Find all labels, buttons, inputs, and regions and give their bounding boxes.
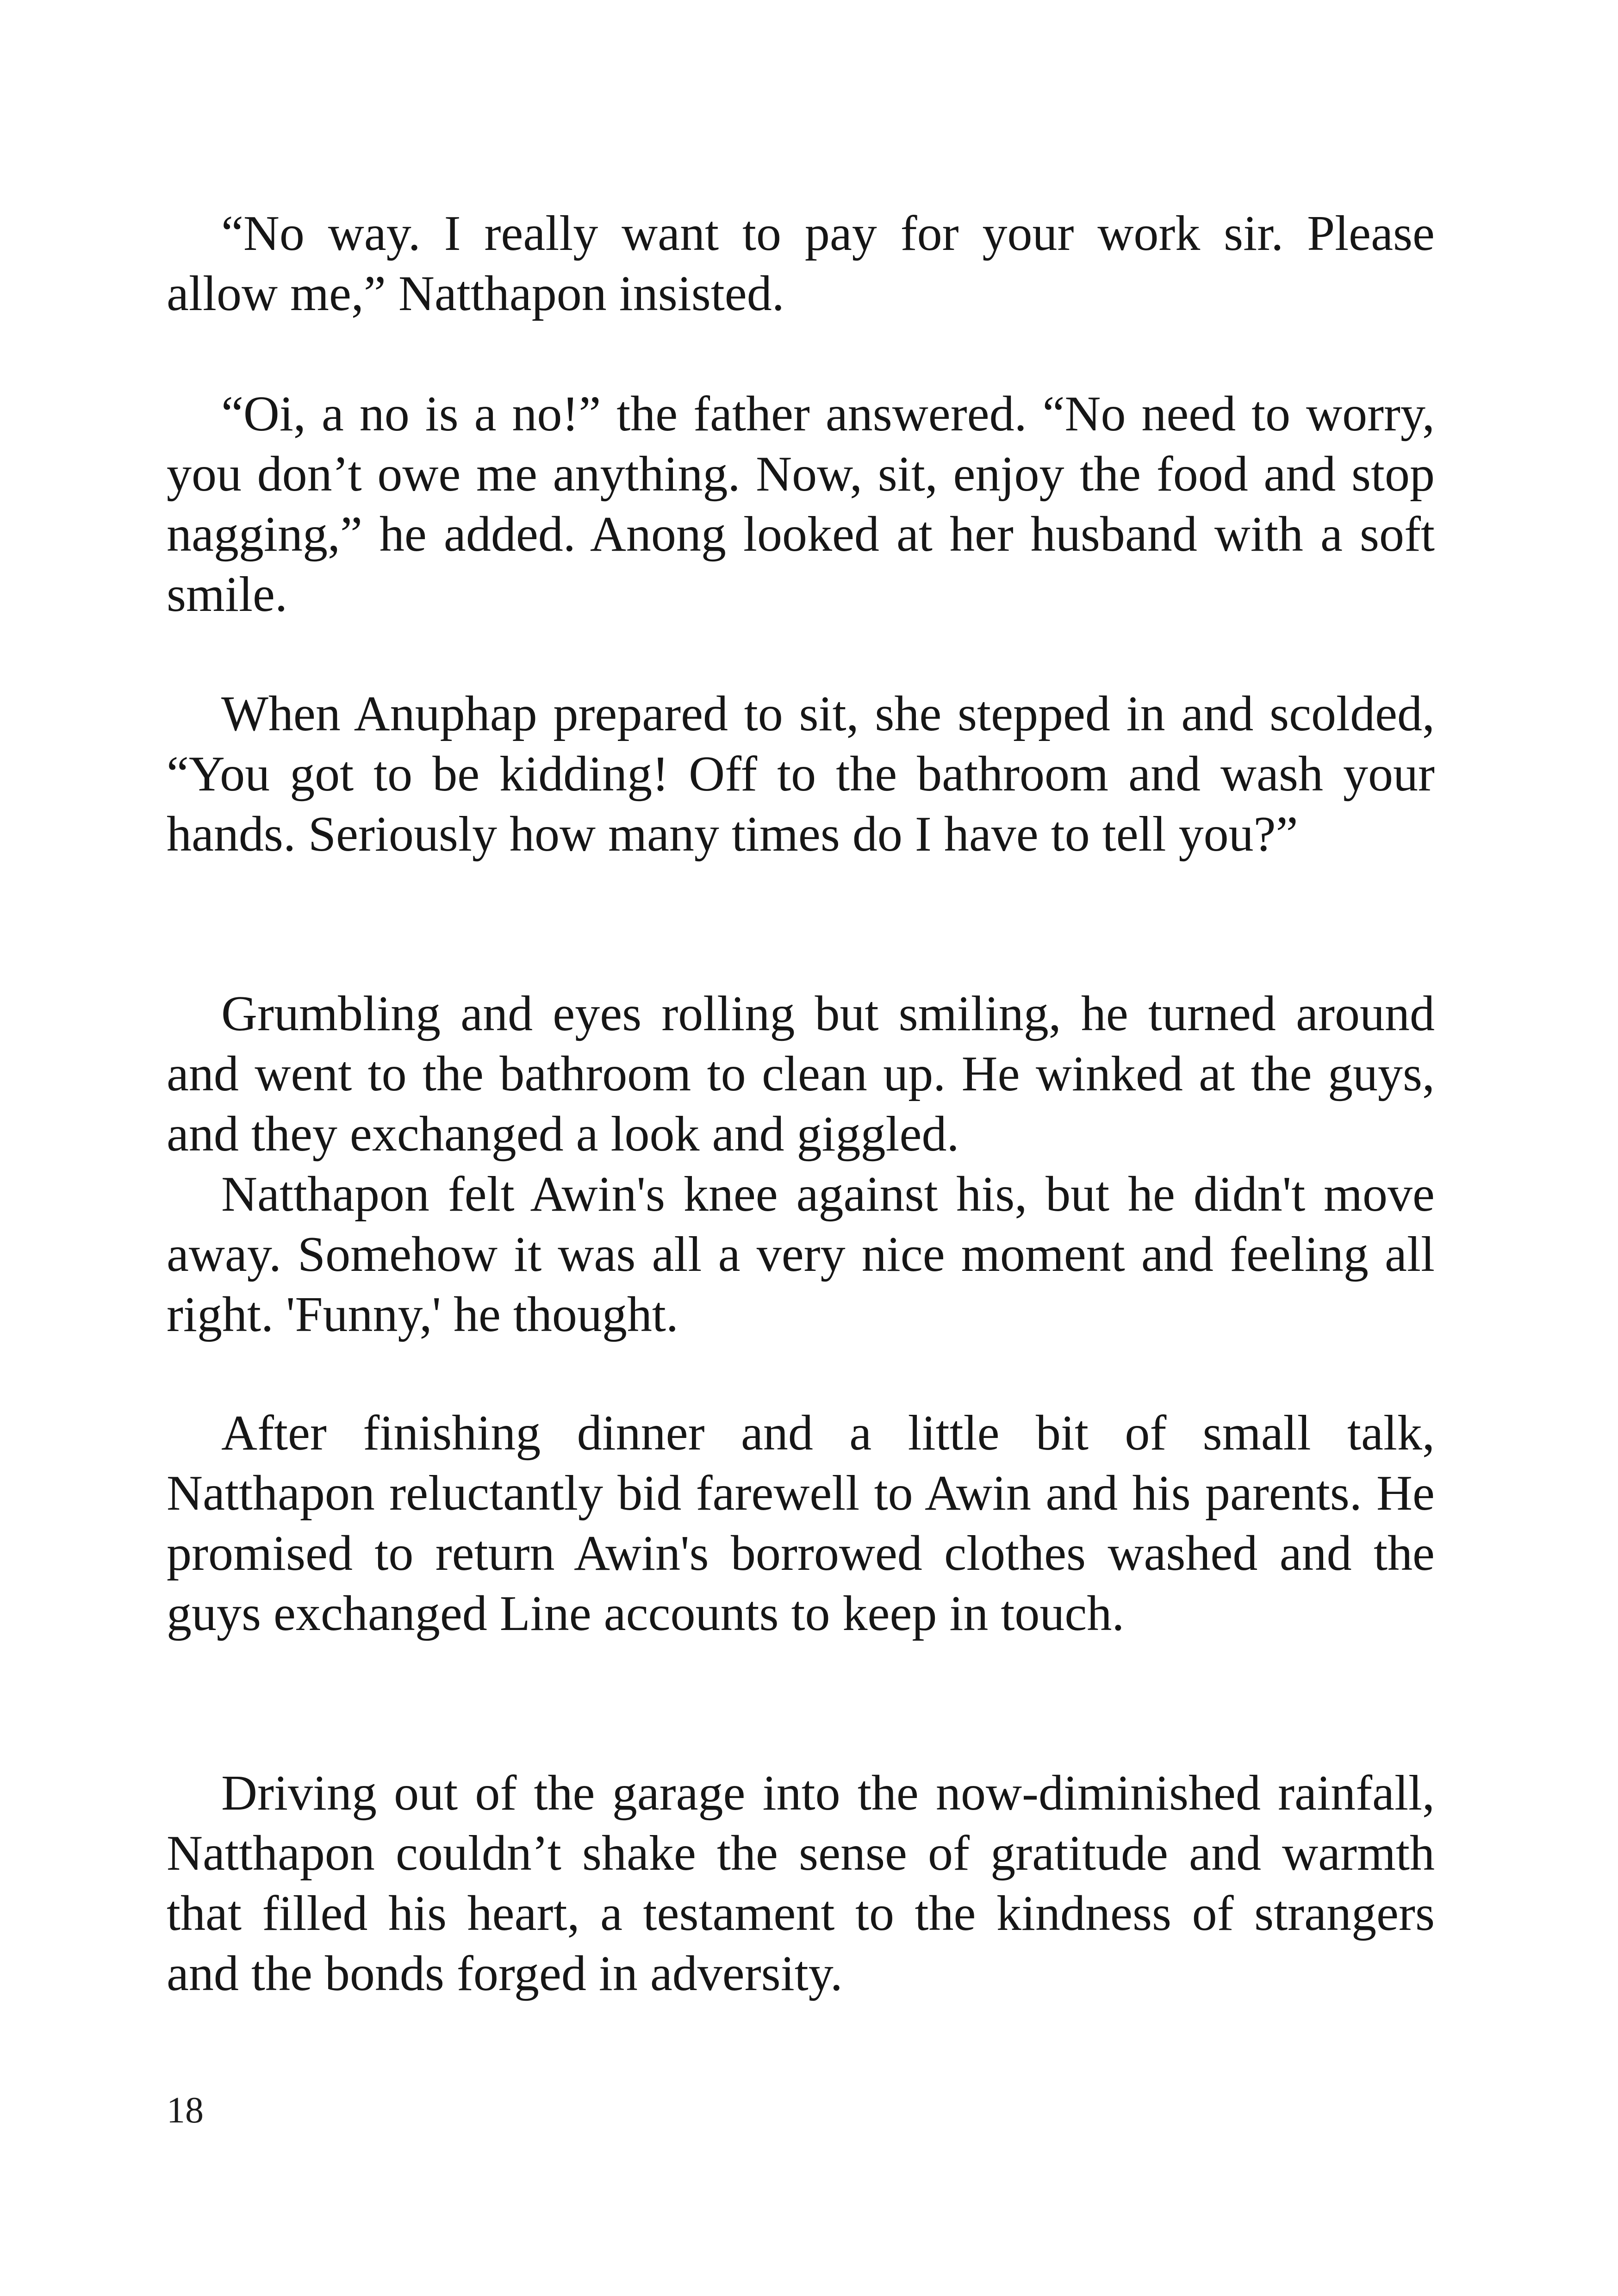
paragraph: After finishing dinner and a little bit of small talk, Natthapon reluctantly bid farewell to Awin and his parents. He promised to return Awin's borrowed clothes washed and the guys exchanged Line accounts to keep in touch. <box>167 1406 1435 1641</box>
paragraph: When Anuphap prepared to sit, she stepped in and scolded, “You got to be kidding! Off to the bathroom and wash your hands. Seriously how many times do I have to tell you?” <box>167 686 1435 862</box>
paragraph: “No way. I really want to pay for your work sir. Please allow me,” Natthapon insisted. <box>167 206 1435 321</box>
paragraph: Natthapon felt Awin's knee against his, but he didn't move away. Somehow it was all a very nice moment and feeling all right. 'Funny,' he thought. <box>167 1167 1435 1342</box>
paragraph-block-5 <box>167 1403 1435 1644</box>
paragraph: Driving out of the garage into the now-diminished rainfall, Natthapon couldn’t shake the sense of gratitude and warmth that filled his heart, a testament to the kindness of strangers and the bonds forged in adversity. <box>167 1766 1435 2001</box>
paragraph: “Oi, a no is a no!” the father answered. “No need to worry, you don’t owe me anything. Now, sit, enjoy the food and stop nagging,” he added. Anong looked at her husband with a soft smile. <box>167 386 1435 622</box>
paragraph-block-1 <box>167 204 1435 324</box>
paragraph-block-4 <box>167 984 1435 1345</box>
paragraph-block-6 <box>167 1763 1435 2004</box>
page-number: 18 <box>167 2090 204 2131</box>
paragraph-block-2 <box>167 384 1435 625</box>
paragraph: Grumbling and eyes rolling but smiling, he turned around and went to the bathroom to clean up. He winked at the guys, and they exchanged a look and giggled. <box>167 986 1435 1162</box>
paragraph-block-3 <box>167 684 1435 865</box>
